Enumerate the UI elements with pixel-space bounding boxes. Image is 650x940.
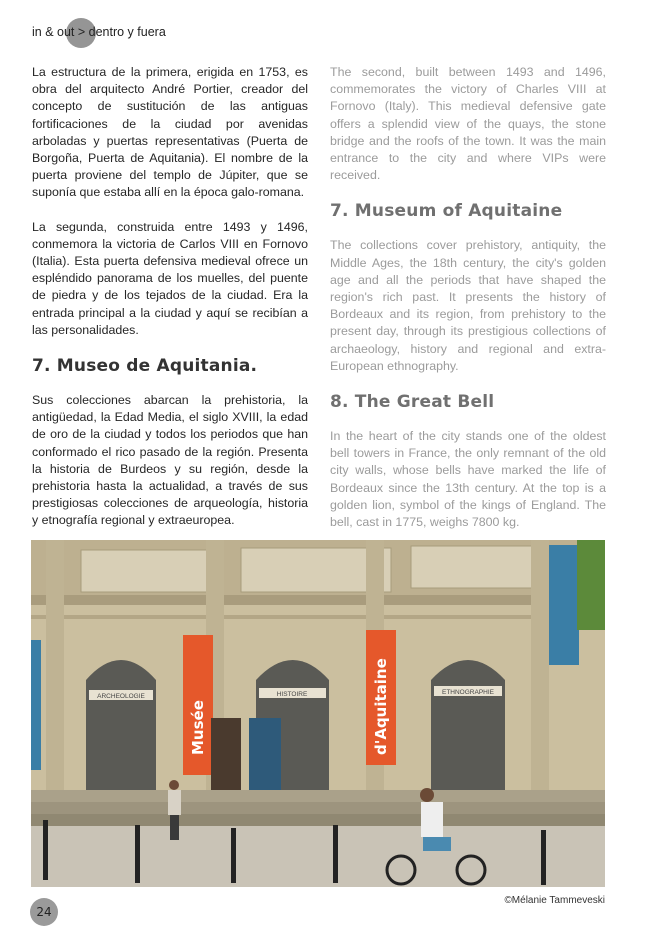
left-heading-museo: 7. Museo de Aquitania.	[32, 356, 258, 377]
right-heading-bell: 8. The Great Bell	[330, 392, 495, 413]
door-label-1: ARCHEOLOGIE	[97, 693, 145, 700]
running-header: in & out > dentro y fuera	[32, 25, 166, 39]
left-paragraph-2: La segunda, construida entre 1493 y 1496, conmemora la victoria de Carlos VIII en Fornovo (Italia). Esta puerta defensiva medieval ofrece un espléndido panorama de los muelles, del puente de piedra y de los tejados de la ciudad. Era la entrada principal a la ciudad y aquí se recibían a las personalidades.	[32, 219, 308, 337]
right-paragraph-3: In the heart of the city stands one of the oldest bell towers in France, the only remnant of the old city walls, whose bells have marked the life of Bordeaux since the 13th century. At the top is a golden lion, symbol of the kings of England. The bell, cast in 1775, weighs 7800 kg.	[330, 429, 606, 530]
right-column-english	[330, 64, 606, 548]
right-heading-museum: 7. Museum of Aquitaine	[330, 201, 563, 222]
banner-right-text: d'Aquitaine	[372, 658, 390, 755]
door-label-2: HISTOIRE	[276, 691, 308, 698]
door-label-3: ETHNOGRAPHIE	[441, 689, 495, 696]
museum-facade-photo	[31, 540, 605, 887]
right-paragraph-2: The collections cover prehistory, antiquity, the Middle Ages, the 18th century, the city's golden age and all the periods that have shaped the region's rich past. It presents the history of Bordeaux and its region, from prehistory to the present day, through its prestigious collections of archaeology, history and regional and extra-European ethnography.	[330, 238, 606, 373]
left-paragraph-1: La estructura de la primera, erigida en 1753, es obra del arquitecto André Portier, creador del concepto de sustitución de las antiguas fortificaciones de la ciudad por avenidas arboladas y puertas representativas (Puerta de Borgoña, Puerta de Aquitania). El nombre de la puerta proviene del templo de Júpiter, que se suponía que estaba allí en la época galo-romana.	[32, 65, 308, 200]
photo-credit: ©Mélanie Tammeveski	[504, 895, 605, 906]
right-paragraph-1: The second, built between 1493 and 1496, commemorates the victory of Charles VIII at Fornovo (Italy). This medieval defensive gate offers a splendid view of the quays, the stone bridge and the roofs of the town. It was the main entrance to the city and where VIPs were received.	[330, 65, 606, 183]
left-paragraph-3: Sus colecciones abarcan la prehistoria, la antigüedad, la Edad Media, el siglo XVIII, la edad de oro de la ciudad y todos los periodos que han conformado el rico pasado de la región. Presenta la historia de Burdeos y su región, desde la prehistoria hasta la actualidad, a través de sus prestigiosas colecciones de arqueología, historia y etnografía regional y extraeuropea.	[32, 393, 308, 528]
banner-left-text: Musée	[189, 700, 207, 755]
page-number: 24	[30, 898, 58, 926]
left-column-spanish	[32, 64, 308, 547]
